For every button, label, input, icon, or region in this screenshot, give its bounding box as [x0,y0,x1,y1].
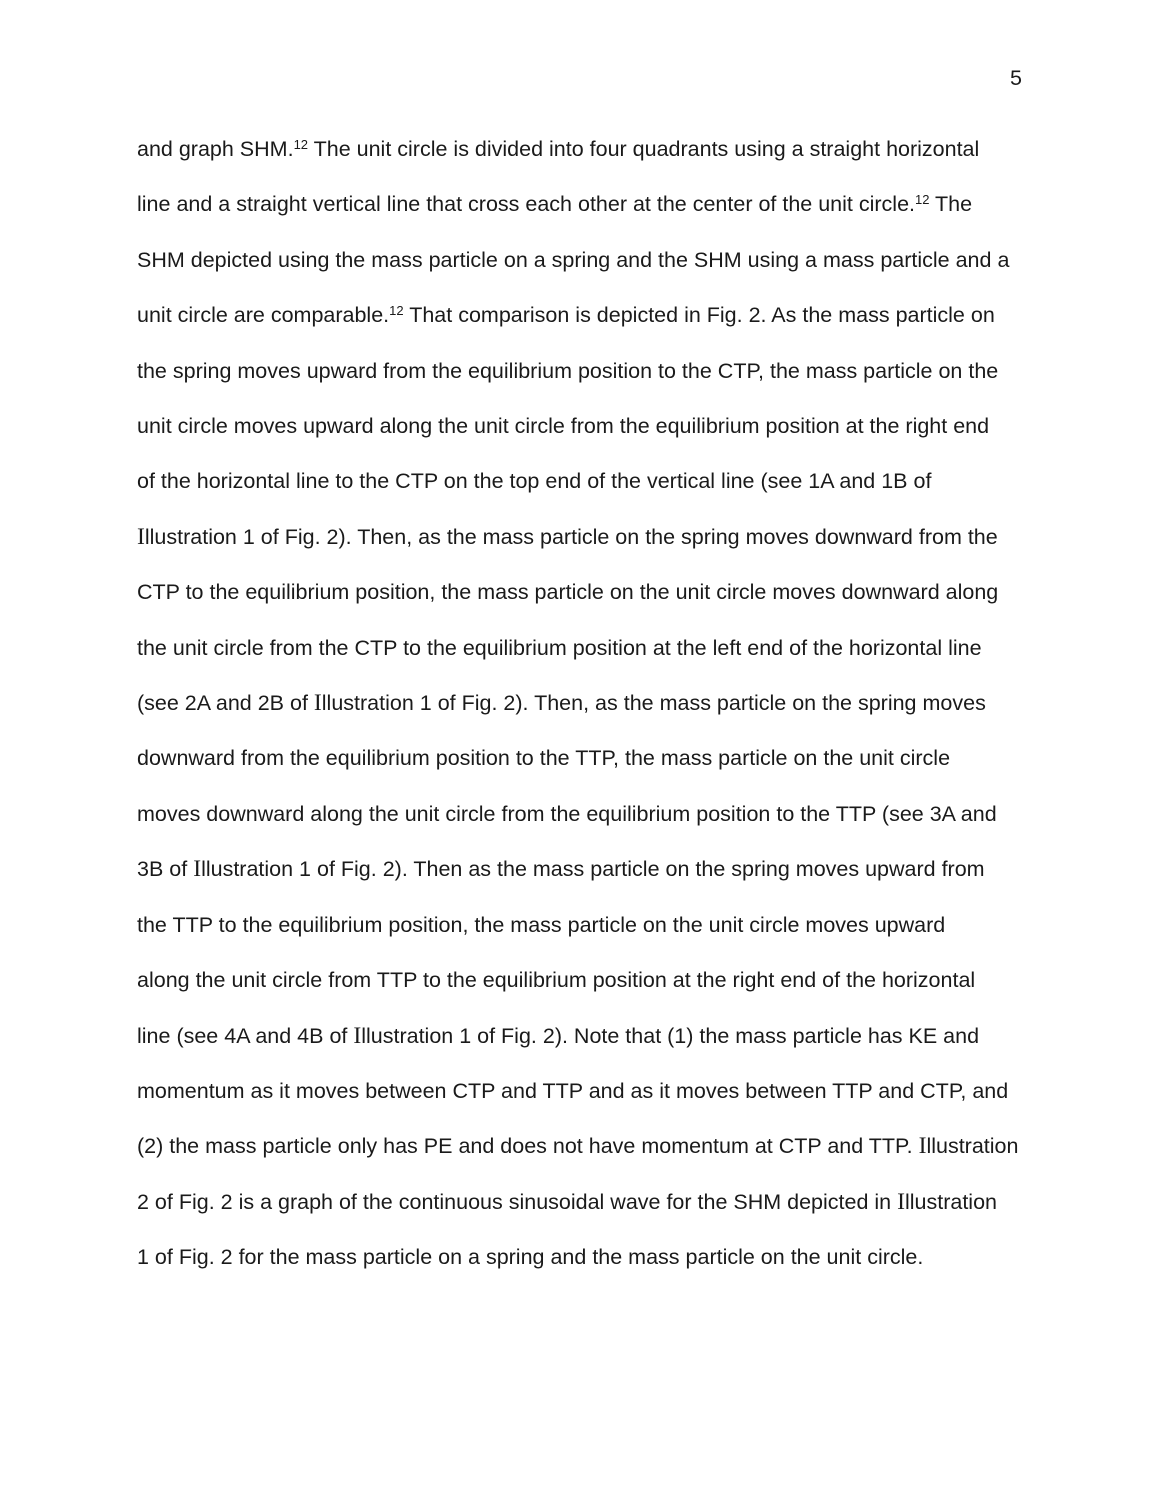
text-line: (see 2A and 2B of Illustration 1 of Fig. 2). Then, as the mass particle on the spring moves [137,690,986,717]
serif-capital-i: I [313,690,322,717]
text-line: (2) the mass particle only has PE and does not have momentum at CTP and TTP. Illustration [137,1133,1019,1160]
text-line: SHM depicted using the mass particle on a spring and the SHM using a mass particle and a [137,247,1010,272]
serif-capital-i: I [353,1022,362,1049]
text-line: 1 of Fig. 2 for the mass particle on a spring and the mass particle on the unit circle. [137,1245,924,1270]
superscript-citation: 12 [915,192,930,208]
superscript-citation: 12 [389,303,404,319]
text-line: line (see 4A and 4B of Illustration 1 of Fig. 2). Note that (1) the mass particle has KE and [137,1022,980,1049]
text-line: along the unit circle from TTP to the equilibrium position at the right end of the horizontal [137,968,976,993]
text-line: CTP to the equilibrium position, the mass particle on the unit circle moves downward along [137,580,999,605]
text-line: 3B of Illustration 1 of Fig. 2). Then as the mass particle on the spring moves upward from [137,856,985,883]
text-line: unit circle moves upward along the unit circle from the equilibrium position at the right end [137,414,990,439]
text-line: the TTP to the equilibrium position, the mass particle on the unit circle moves upward [137,912,946,937]
text-line: line and a straight vertical line that cross each other at the center of the unit circle.$^{12}$ The [137,192,973,217]
serif-capital-i: I [193,856,202,883]
text-line: the unit circle from the CTP to the equilibrium position at the left end of the horizontal line [137,635,982,660]
serif-capital-i: I [918,1133,927,1160]
text-line: the spring moves upward from the equilibrium position to the CTP, the mass particle on the [137,358,999,383]
text-line: 2 of Fig. 2 is a graph of the continuous sinusoidal wave for the SHM depicted in Illustration [137,1188,997,1215]
text-line: momentum as it moves between CTP and TTP and as it moves between TTP and CTP, and [137,1078,1009,1103]
text-line: and graph SHM.$^{12}$ The unit circle is divided into four quadrants using a straight horizontal [137,137,980,161]
text-line: Illustration 1 of Fig. 2). Then, as the mass particle on the spring moves downward from the [137,523,998,550]
text-line: moves downward along the unit circle from the equilibrium position to the TTP (see 3A and [137,801,997,826]
text-line: downward from the equilibrium position to the TTP, the mass particle on the unit circle [137,746,951,771]
text-line: of the horizontal line to the CTP on the top end of the vertical line (see 1A and 1B of [137,469,932,494]
superscript-citation: 12 [293,137,309,152]
serif-capital-i: I [897,1188,905,1215]
text-line: unit circle are comparable.$^{12}$ That comparison is depicted in Fig. 2. As the mass particle on [137,303,995,328]
page-number: 5 [1010,66,1022,90]
serif-capital-i: I [137,523,145,550]
page-body [137,122,1032,1286]
